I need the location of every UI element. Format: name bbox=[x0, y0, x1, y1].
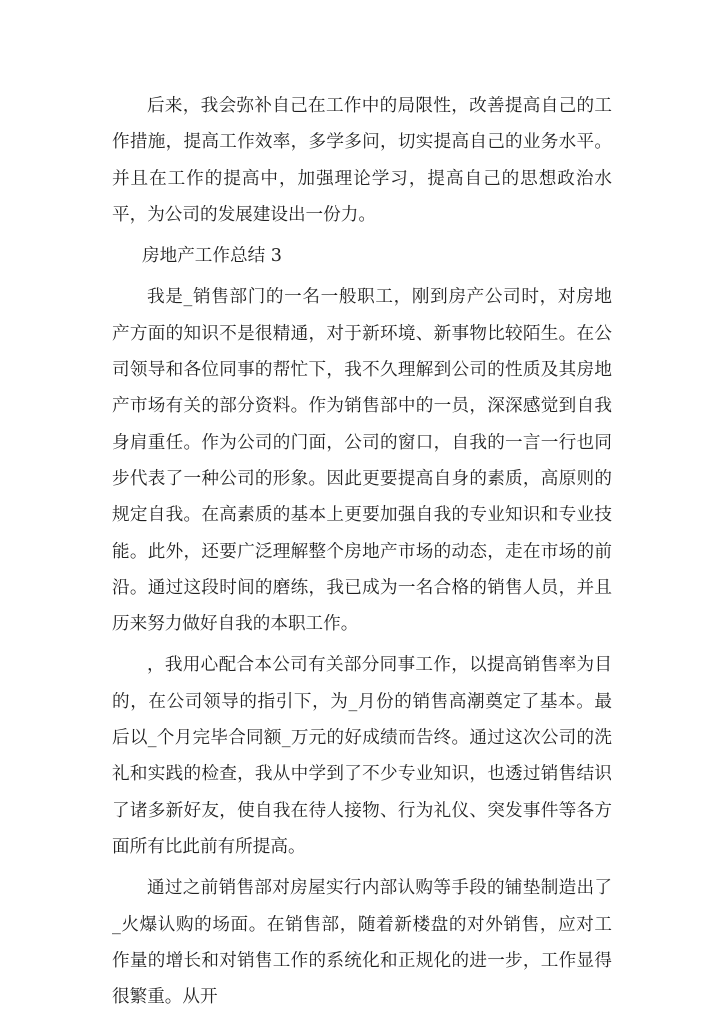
paragraph-3: ，我用心配合本公司有关部分同事工作，以提高销售率为目的，在公司领导的指引下，为_月份的销售高潮奠定了基本。最后以_个月完毕合同额_万元的好成绩而告终。通过这次公司的洗礼和实践的检查，我从中学到了不少专业知识，也透过销售结识了诸多新好友，使自我在待人接物、行为礼仪、突发事件等各方面所有比此前有所提高。 bbox=[112, 655, 612, 857]
paragraph-4: 通过之前销售部对房屋实行内部认购等手段的铺垫制造出了_火爆认购的场面。在销售部，随着新楼盘的对外销售，应对工作量的增长和对销售工作的系统化和正规化的进一步，工作显得很繁重。从开 bbox=[112, 878, 612, 1008]
document-page bbox=[112, 88, 612, 1015]
paragraph-2: 我是_销售部门的一名一般职工，刚到房产公司时，对房地产方面的知识不是很精通，对于新环境、新事物比较陌生。在公司领导和各位同事的帮忙下，我不久理解到公司的性质及其房地产市场有关的部分资料。作为销售部中的一员，深深感觉到自我身肩重任。作为公司的门面，公司的窗口，自我的一言一行也同步代表了一种公司的形象。因此更要提高自身的素质，高原则的规定自我。在高素质的基本上更要加强自我的专业知识和专业技能。此外，还要广泛理解整个房地产市场的动态，走在市场的前沿。通过这段时间的磨练，我已成为一名合格的销售人员，并且历来努力做好自我的本职工作。 bbox=[112, 287, 612, 635]
section-heading: 房地产工作总结 3 bbox=[142, 246, 282, 267]
paragraph-1: 后来，我会弥补自己在工作中的局限性，改善提高自己的工作措施，提高工作效率，多学多问，切实提高自己的业务水平。并且在工作的提高中，加强理论学习，提高自己的思想政治水平，为公司的发展建设出一份力。 bbox=[112, 96, 612, 225]
